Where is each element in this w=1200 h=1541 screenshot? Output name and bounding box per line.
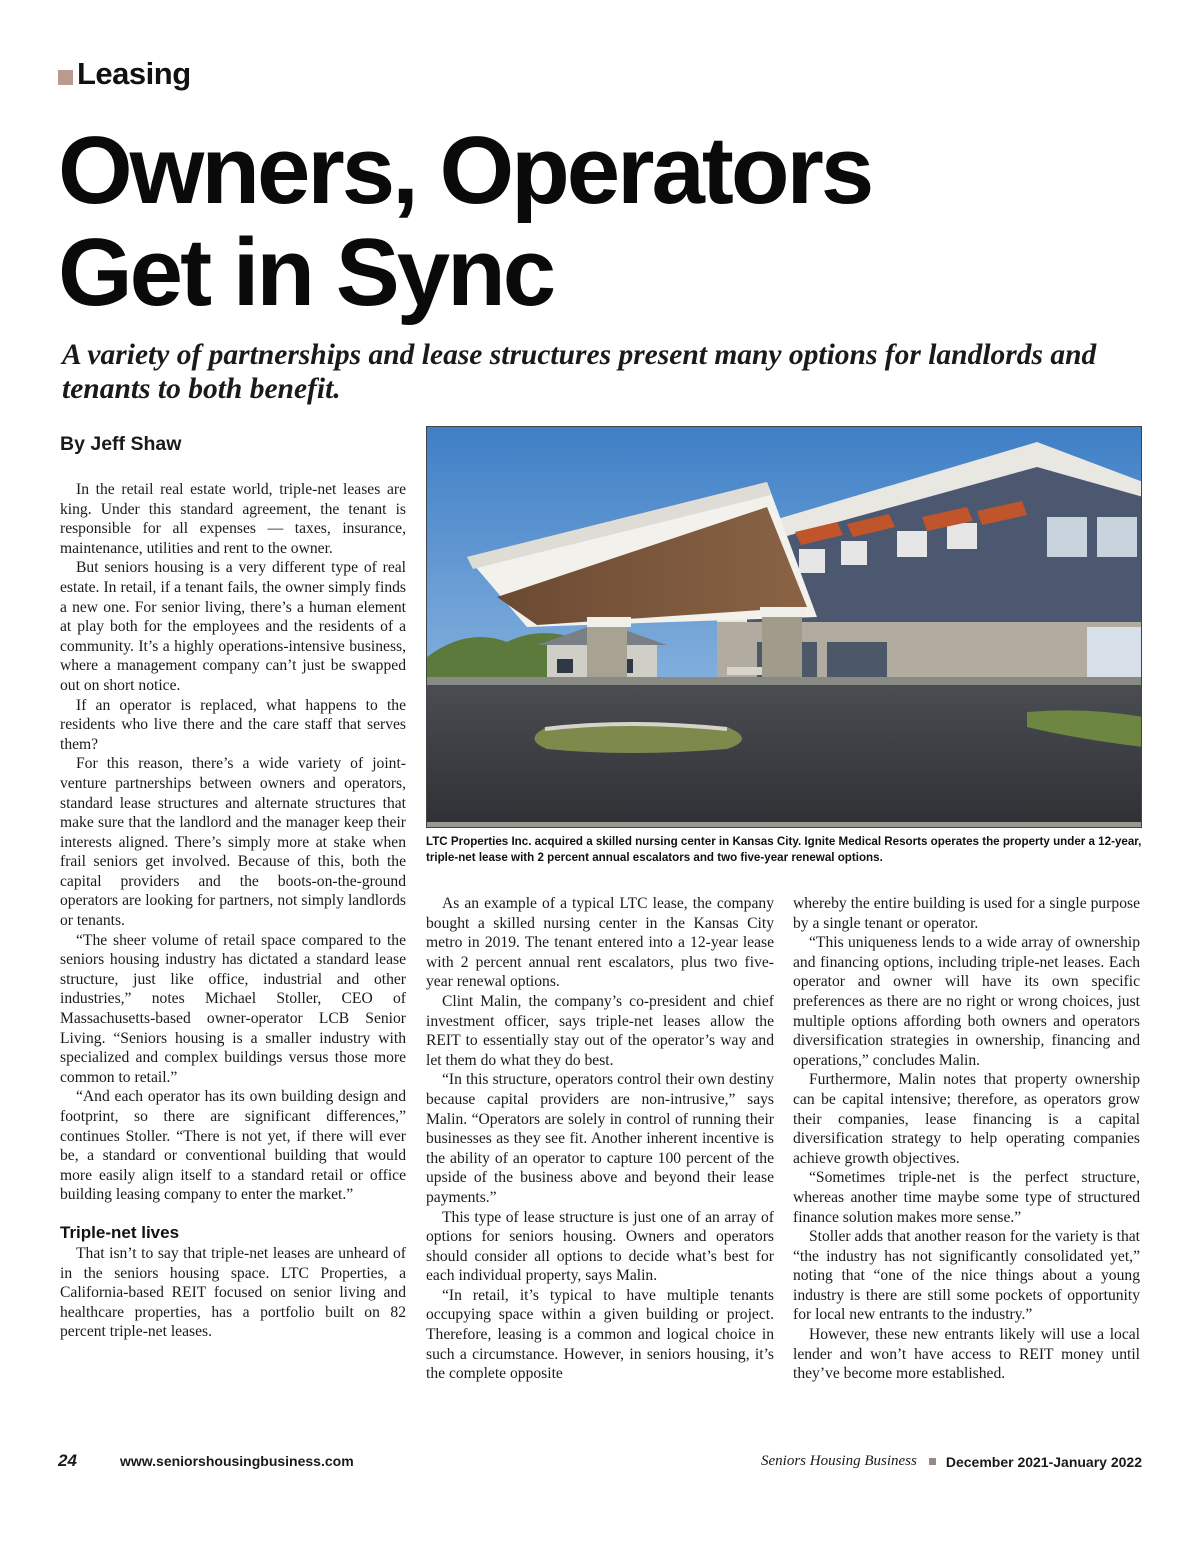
headline (58, 117, 1158, 326)
paragraph: This type of lease structure is just one of an array of options for seniors housing. Owners and operators should consider all options to decide what’s best for each individual property, says Malin. (426, 1208, 774, 1285)
paragraph: However, these new entrants likely will use a local lender and won’t have access to REIT money until they’ve become more established. (793, 1326, 1140, 1383)
issue-date: December 2021-January 2022 (945, 1453, 1142, 1470)
paragraph: whereby the entire building is used for a single purpose by a single tenant or operator. (793, 895, 1140, 932)
paragraph: That isn’t to say that triple-net leases are unheard of in the seniors housing space. LTC Properties, a California-based REIT focused on senior living and healthcare properties, has a portfolio built on 82 percent triple-net leases. (60, 1244, 406, 1341)
section-square-icon (58, 70, 73, 85)
deck: A variety of partnerships and lease structures present many options for landlords and tenants to both benefit. (62, 339, 1097, 405)
byline: By Jeff Shaw (60, 433, 182, 455)
paragraph: For this reason, there’s a wide variety of joint-venture partnerships between owners and operators, standard lease structures and alternate structures that make sure that the landlord and the manager keep their interests aligned. There’s simply more at stake when frail seniors get involved. Because of this, both the capital providers and the boots-on-the-ground operators are looking for partners, not simply landlords or tenants. (60, 755, 406, 930)
separator-square-icon (929, 1458, 936, 1465)
paragraph: As an example of a typical LTC lease, the company bought a skilled nursing center in the Kansas City metro in 2019. The tenant entered into a 12-year lease with 2 percent annual rent escalators, plus two five-year renewal options. (426, 895, 774, 991)
article-column-2 (426, 894, 774, 1384)
paragraph: Furthermore, Malin notes that property ownership can be capital intensive; therefore, as operators grow their companies, lease financing is a capital diversification strategy to help operating companies achieve growth objectives. (793, 1071, 1140, 1167)
headline-line-2: Get in Sync (58, 219, 554, 326)
paragraph: “Sometimes triple-net is the perfect structure, whereas another time maybe some type of structured finance solution makes more sense.” (793, 1169, 1140, 1226)
headline-line-1: Owners, Operators (58, 117, 872, 224)
paragraph: If an operator is replaced, what happens to the residents who live there and the care staff that serves them? (60, 696, 406, 753)
paragraph: “The sheer volume of retail space compared to the seniors housing industry has dictated a standard lease structure, just like office, industrial and other industries,” notes Michael Stoller, CEO of Massachusetts-based owner-operator LCB Senior Living. “Seniors housing is a smaller industry with specialized and complex buildings versus those more common to retail.” (60, 931, 406, 1086)
publication-name: Seniors Housing Business (761, 1453, 917, 1469)
article-column-1 (60, 480, 406, 1342)
website-url: www.seniorshousingbusiness.com (120, 1453, 354, 1469)
subhead: Triple-net lives (60, 1222, 180, 1242)
footer-right (761, 1453, 1142, 1470)
paragraph: “And each operator has its own building design and footprint, so there are significant differences,” continues Stoller. “There is not yet, if there will ever be, a standard or conventional building that would more easily align itself to a standard retail or office building leasing company to enter the market.” (60, 1088, 406, 1204)
page-footer (58, 1451, 1142, 1475)
photo-caption: LTC Properties Inc. acquired a skilled nursing center in Kansas City. Ignite Medical Resorts operates the property under a 12-year, triple-net lease with 2 percent annual escalators and two five-year renewal options. (426, 835, 1142, 864)
section-label: Leasing (77, 56, 191, 91)
paragraph: Clint Malin, the company’s co-president and chief investment officer, says triple-net leases allow the REIT to essentially stay out of the operator’s way and let them do what they do best. (426, 992, 774, 1069)
paragraph: In the retail real estate world, triple-net leases are king. Under this standard agreement, the tenant is responsible for all expenses — taxes, insurance, maintenance, utilities and rent to the owner. (60, 481, 406, 557)
building-photo (426, 426, 1142, 828)
section-tag (58, 56, 191, 92)
paragraph: “In this structure, operators control their own destiny because capital providers are non-intrusive,” says Malin. “Operators are solely in control of running their businesses as they see fit. Another inherent incentive is the ability of an operator to capture 100 percent of the upside of the business above and beyond their lease payments.” (426, 1071, 774, 1206)
paragraph: But seniors housing is a very different type of real estate. In retail, if a tenant fails, the owner simply finds a new one. For senior living, there’s a human element at play both for the employees and the residents of a community. It’s a highly operations-intensive business, where a management company can’t just be swapped out on short notice. (60, 559, 406, 694)
paragraph: “In retail, it’s typical to have multiple tenants occupying space within a given building or project. Therefore, leasing is a common and logical choice in such a circumstance. However, in seniors housing, it’s the complete opposite (426, 1286, 774, 1383)
paragraph: “This uniqueness lends to a wide array of ownership and financing options, including triple-net leases. Each operator and owner will have its own specific preferences as there are no right or wrong choices, just multiple options affording both owners and operators diversification strategies in ownership, financing and operations,” concludes Malin. (793, 934, 1140, 1069)
page-number: 24 (58, 1451, 77, 1470)
article-column-3 (793, 894, 1140, 1384)
paragraph: Stoller adds that another reason for the variety is that “the industry has not significantly consolidated yet,” noting that “one of the nice things about a young industry is there are still some pockets of opportunity for local new entrants to the industry.” (793, 1228, 1140, 1324)
